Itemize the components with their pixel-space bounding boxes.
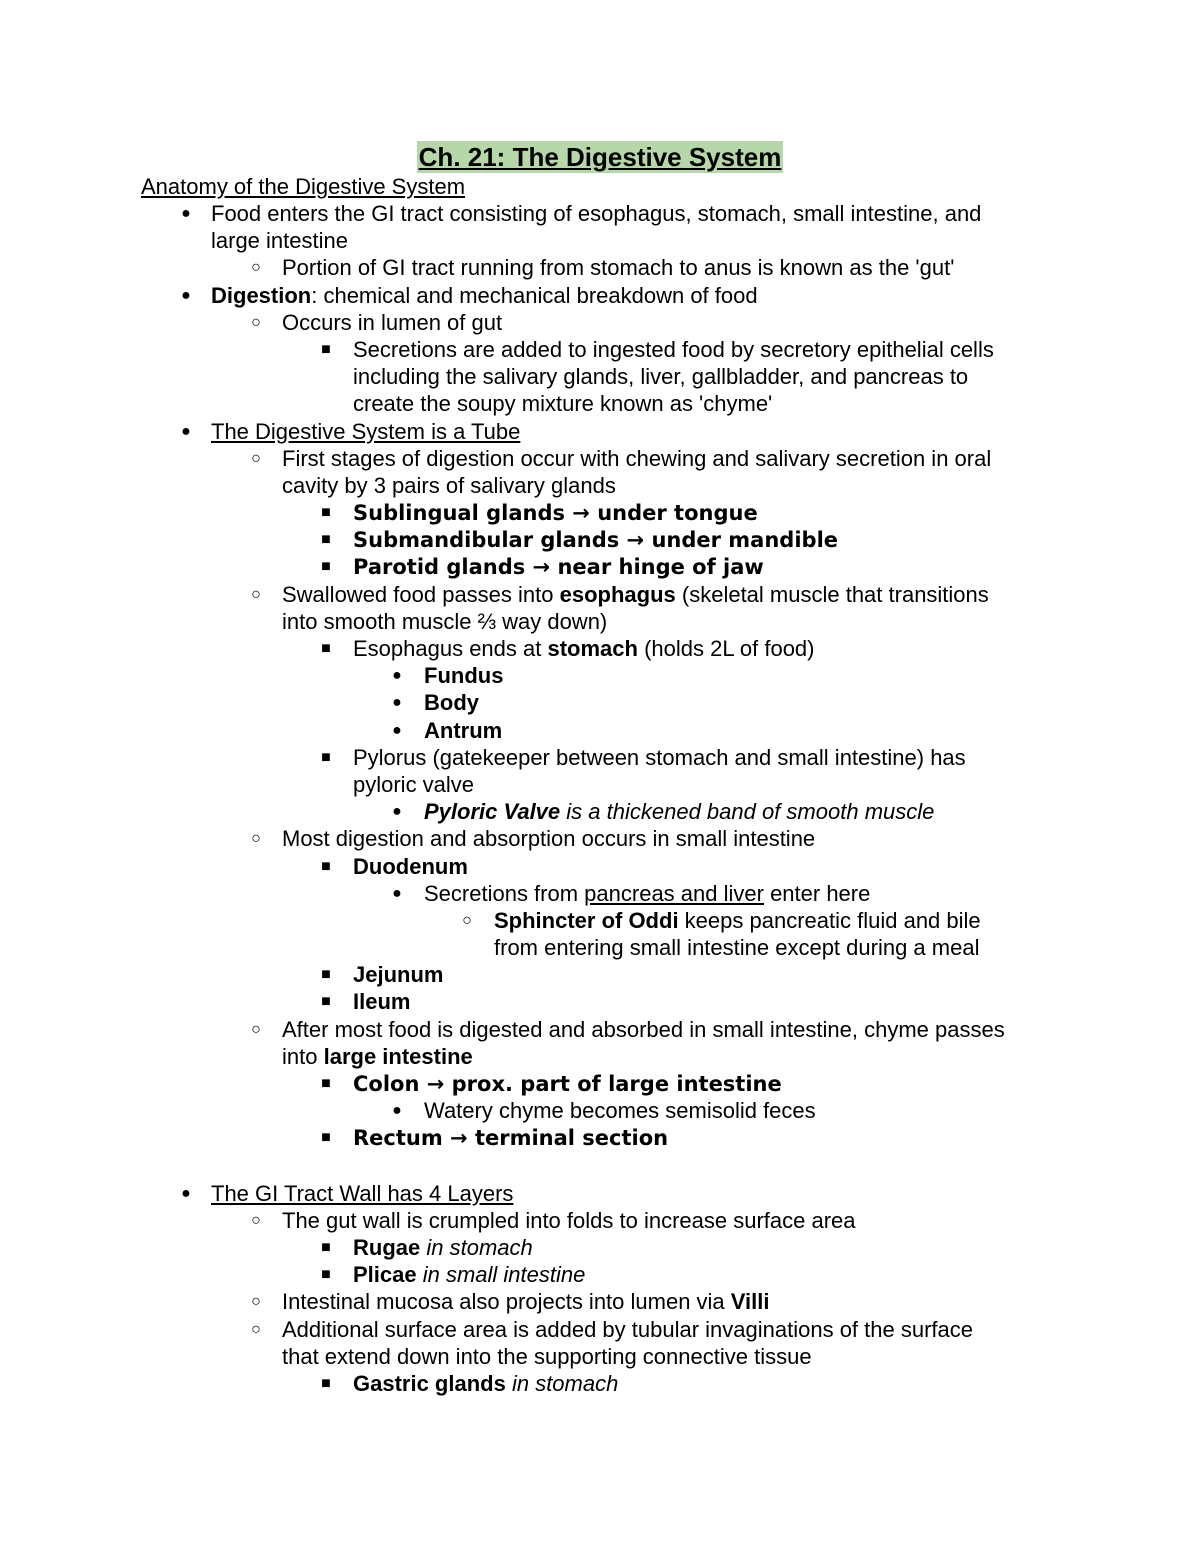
list-item: ○ After most food is digested and absorbed in small intestine, chyme passes <box>0 1016 1200 1043</box>
list-item: ■ Secretions are added to ingested food by secretory epithelial cells <box>0 336 1200 363</box>
list-item: ■ Gastric glands in stomach <box>0 1370 1200 1397</box>
list-item: ● Food enters the GI tract consisting of esophagus, stomach, small intestine, and <box>0 200 1200 227</box>
bullet-icon: ● <box>181 286 191 304</box>
bullet-icon: ■ <box>321 1075 331 1092</box>
bullet-icon: ● <box>392 667 402 685</box>
list-item-continuation: into large intestine <box>282 1043 473 1069</box>
title-wrap <box>0 141 1200 173</box>
list-item-continuation: from entering small intestine except during a meal <box>494 935 980 961</box>
list-item: ● Body <box>0 689 1200 716</box>
list-item: ● Fundus <box>0 662 1200 689</box>
list-item: ■ Parotid glands → near hinge of jaw <box>0 553 1200 580</box>
bullet-icon: ● <box>392 884 402 902</box>
list-item: ○ Swallowed food passes into esophagus (skeletal muscle that transitions <box>0 581 1200 608</box>
bullet-icon: ○ <box>251 1320 261 1338</box>
bullet-icon: ■ <box>321 993 331 1011</box>
bullet-icon: ■ <box>321 966 331 984</box>
list-item: ■ Jejunum <box>0 961 1200 988</box>
bullet-icon: ■ <box>321 504 331 522</box>
blank-line <box>0 1152 1200 1180</box>
list-item: ● Watery chyme becomes semisolid feces <box>0 1097 1200 1124</box>
bullet-icon: ○ <box>251 585 261 603</box>
list-item: ● Digestion: chemical and mechanical breakdown of food <box>0 282 1200 309</box>
list-item <box>0 418 1200 445</box>
list-item: ■ Esophagus ends at stomach (holds 2L of food) <box>0 635 1200 662</box>
list-item: ● Antrum <box>0 717 1200 744</box>
page-title: Ch. 21: The Digestive System <box>418 142 782 172</box>
list-item-continuation: cavity by 3 pairs of salivary glands <box>282 472 616 498</box>
list-item: ○ Most digestion and absorption occurs in small intestine <box>0 825 1200 852</box>
list-item-continuation: into smooth muscle ⅔ way down) <box>282 608 608 634</box>
list-item <box>0 1180 1200 1207</box>
bullet-icon: ● <box>392 694 402 712</box>
list-item-continuation: including the salivary glands, liver, gallbladder, and pancreas to <box>353 364 969 390</box>
list-item: ■ Rugae in stomach <box>0 1234 1200 1261</box>
bullet-icon: ○ <box>251 313 261 331</box>
bullet-icon: ■ <box>321 558 331 576</box>
list-item: ○ First stages of digestion occur with chewing and salivary secretion in oral <box>0 445 1200 472</box>
list-item: ■ Colon → prox. part of large intestine <box>0 1070 1200 1097</box>
section-heading: Anatomy of the Digestive System <box>141 174 466 199</box>
list-item-continuation: large intestine <box>211 228 348 254</box>
subheading: The GI Tract Wall has 4 Layers <box>211 1180 514 1206</box>
bullet-icon: ○ <box>462 911 472 929</box>
bullet-icon: ● <box>181 422 191 440</box>
bullet-icon: ○ <box>251 449 261 467</box>
bullet-icon: ■ <box>321 1374 331 1392</box>
list-item-continuation: that extend down into the supporting connective tissue <box>282 1343 812 1369</box>
list-item: ○ The gut wall is crumpled into folds to increase surface area <box>0 1207 1200 1234</box>
list-item: ○ Intestinal mucosa also projects into lumen via Villi <box>0 1288 1200 1315</box>
bullet-icon: ○ <box>251 830 261 848</box>
list-item: ■ Pylorus (gatekeeper between stomach and small intestine) has <box>0 744 1200 771</box>
list-item-continuation: create the soupy mixture known as 'chyme' <box>353 391 773 417</box>
list-item: ○ Portion of GI tract running from stomach to anus is known as the 'gut' <box>0 254 1200 281</box>
bullet-icon: ● <box>392 1102 402 1120</box>
bullet-icon: ■ <box>321 640 331 657</box>
bullet-icon: ■ <box>321 531 331 549</box>
bullet-icon: ○ <box>251 1020 261 1038</box>
list-item: ○ Sphincter of Oddi keeps pancreatic fluid and bile <box>0 907 1200 934</box>
bullet-icon: ○ <box>251 1211 261 1229</box>
list-item-continuation: pyloric valve <box>353 771 475 797</box>
list-item: ■ Duodenum <box>0 853 1200 880</box>
bullet-icon: ■ <box>321 1238 331 1256</box>
bullet-icon: ○ <box>251 259 261 277</box>
bullet-icon: ■ <box>321 1129 331 1147</box>
bullet-icon: ■ <box>321 1266 331 1284</box>
bullet-icon: ● <box>392 803 402 821</box>
bullet-icon: ● <box>181 1184 191 1202</box>
list-item: ● Pyloric Valve is a thickened band of smooth muscle <box>0 798 1200 825</box>
notes-content <box>0 200 1200 1397</box>
list-item: ■ Ileum <box>0 988 1200 1015</box>
bullet-icon: ■ <box>321 857 331 875</box>
subheading: The Digestive System is a Tube <box>211 418 521 444</box>
list-item: ■ Sublingual glands → under tongue <box>0 499 1200 526</box>
bullet-icon: ● <box>181 205 191 222</box>
bullet-icon: ● <box>392 721 402 739</box>
list-item: ○ Occurs in lumen of gut <box>0 309 1200 336</box>
list-item: ■ Rectum → terminal section <box>0 1124 1200 1151</box>
list-item: ■ Plicae in small intestine <box>0 1261 1200 1288</box>
bullet-icon: ■ <box>321 748 331 766</box>
bullet-icon: ○ <box>251 1293 261 1311</box>
list-item: ● Secretions from pancreas and liver enter here <box>0 880 1200 907</box>
term: Digestion <box>211 282 312 308</box>
list-item: ○ Additional surface area is added by tubular invaginations of the surface <box>0 1316 1200 1343</box>
list-item: ■ Submandibular glands → under mandible <box>0 526 1200 553</box>
bullet-icon: ■ <box>321 340 331 358</box>
